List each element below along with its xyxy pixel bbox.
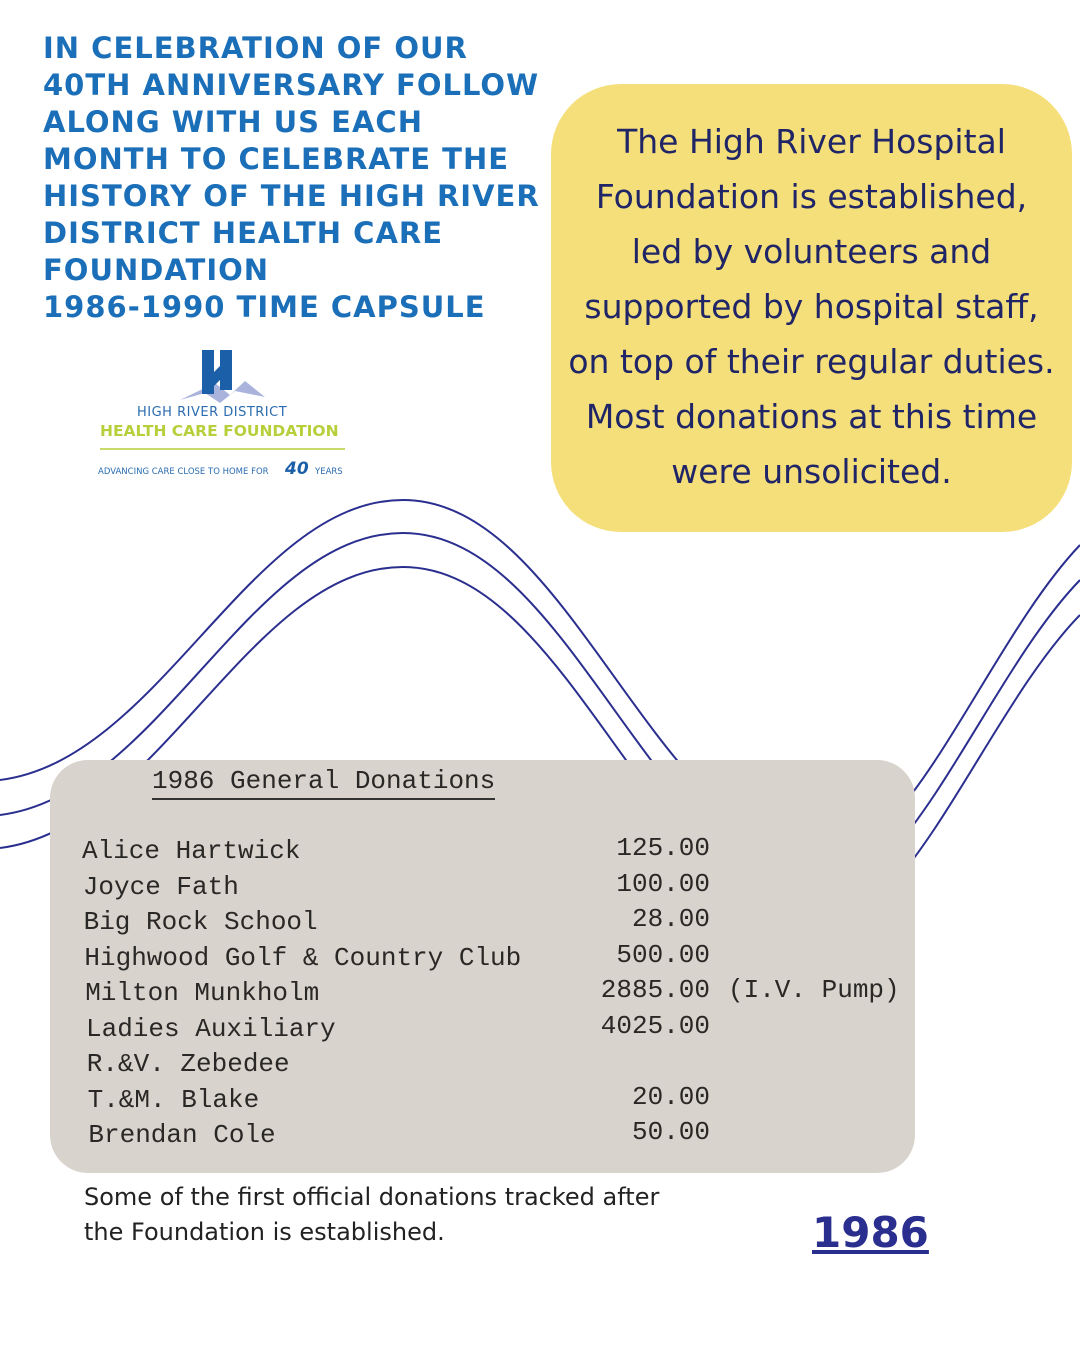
donor-name: Milton Munkholm: [85, 978, 320, 1008]
donor-name: Ladies Auxiliary: [86, 1013, 336, 1044]
document-title: 1986 General Donations: [152, 766, 495, 800]
callout-line: on top of their regular duties.: [568, 342, 1055, 381]
callout-line: led by volunteers and: [631, 232, 992, 271]
donor-name: Highwood Golf & Country Club: [84, 942, 522, 973]
heading-line: ALONG WITH US EACH: [43, 105, 423, 139]
heading-line: HISTORY OF THE HIGH RIVER: [43, 179, 540, 213]
caption-line: Some of the first official donations tracked after: [84, 1183, 660, 1211]
donor-name: Alice Hartwick: [82, 836, 301, 866]
heading-line: MONTH TO CELEBRATE THE: [43, 142, 510, 176]
donor-name: Joyce Fath: [82, 871, 239, 902]
logo-line-2: HEALTH CARE FOUNDATION: [100, 422, 339, 440]
donor-name: Brendan Cole: [88, 1120, 276, 1150]
heading-line: DISTRICT HEALTH CARE: [43, 216, 444, 250]
logo-years: YEARS: [315, 467, 343, 477]
donation-amount: 125.00: [616, 833, 710, 863]
heading-line: FOUNDATION: [43, 253, 270, 287]
logo-40-badge: 40: [285, 459, 309, 479]
heading-line: 1986-1990 TIME CAPSULE: [43, 290, 486, 324]
donation-note: (I.V. Pump): [728, 975, 900, 1005]
anniversary-heading: [43, 30, 563, 326]
callout-line: supported by hospital staff,: [584, 287, 1039, 326]
donation-amount: 20.00: [631, 1081, 710, 1112]
donations-document-photo: [50, 760, 915, 1173]
donor-name: R.&V. Zebedee: [86, 1049, 290, 1079]
logo-mountain-h-icon: [95, 345, 355, 405]
logo-line-1: HIGH RIVER DISTRICT: [137, 405, 288, 420]
year-label: 1986: [812, 1208, 929, 1257]
photo-caption: [84, 1180, 659, 1250]
callout-line: Foundation is established,: [595, 177, 1028, 216]
caption-line: the Foundation is established.: [84, 1218, 445, 1246]
donation-amount: 50.00: [631, 1117, 710, 1147]
donor-name: Big Rock School: [83, 907, 318, 937]
logo-tagline: ADVANCING CARE CLOSE TO HOME FOR: [98, 467, 269, 477]
donation-amount: 2885.00: [600, 975, 710, 1005]
donation-amount: 100.00: [616, 868, 710, 899]
donor-name: T.&M. Blake: [87, 1084, 260, 1115]
callout-line: Most donations at this time: [585, 397, 1038, 436]
callout-line: were unsolicited.: [671, 452, 952, 491]
donation-amount: 500.00: [616, 939, 710, 970]
history-callout: [551, 84, 1072, 532]
heading-line: IN CELEBRATION OF OUR: [43, 31, 468, 65]
logo-divider: [100, 448, 345, 450]
callout-line: The High River Hospital: [617, 122, 1006, 161]
donation-amount: 28.00: [631, 904, 710, 934]
donation-amount: 4025.00: [600, 1010, 710, 1041]
foundation-logo: [95, 345, 355, 485]
heading-line: 40TH ANNIVERSARY FOLLOW: [43, 68, 540, 102]
